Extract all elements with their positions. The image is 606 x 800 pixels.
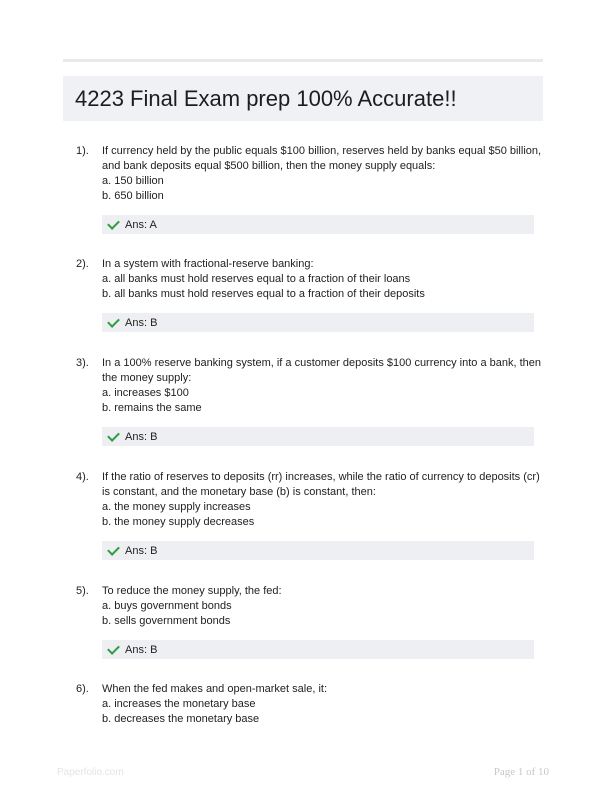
answer-text: Ans: A: [125, 218, 157, 231]
question-4: [63, 470, 543, 569]
option-a: a. buys government bonds: [102, 600, 232, 612]
question-number: 1).: [76, 145, 89, 157]
question-list: [63, 144, 543, 727]
question-line: the money supply:: [102, 372, 192, 384]
answer-box: [102, 640, 534, 659]
question-3: [63, 356, 543, 455]
question-number: 2).: [76, 258, 89, 270]
check-icon: [107, 429, 120, 442]
page-indicator: Page 1 of 10: [493, 766, 549, 778]
answer-box: [102, 313, 534, 332]
question-text: [102, 356, 543, 416]
question-text: [102, 470, 543, 530]
question-line: and bank deposits equal $500 billion, then the money supply equals:: [102, 160, 436, 172]
option-b: b. the money supply decreases: [102, 516, 255, 528]
question-number: 5).: [76, 585, 89, 597]
question-line: When the fed makes and open-market sale, it:: [102, 683, 328, 695]
answer-box: [102, 541, 534, 560]
check-icon: [107, 217, 120, 230]
option-b: b. all banks must hold reserves equal to a fraction of their deposits: [102, 288, 425, 300]
answer-text: Ans: B: [125, 544, 158, 557]
answer-text: Ans: B: [125, 430, 158, 443]
option-a: a. increases $100: [102, 387, 189, 399]
question-number: 6).: [76, 683, 89, 695]
question-line: To reduce the money supply, the fed:: [102, 585, 282, 597]
option-a: a. 150 billion: [102, 175, 164, 187]
question-1: [63, 144, 543, 242]
answer-box: [102, 427, 534, 446]
question-6: [63, 682, 543, 727]
question-text: [102, 257, 543, 302]
title-bar: [63, 76, 543, 121]
footer-watermark: Paperfolio.com: [57, 767, 124, 778]
question-text: [102, 144, 543, 204]
option-b: b. decreases the monetary base: [102, 713, 260, 725]
check-icon: [107, 543, 120, 556]
check-icon: [107, 642, 120, 655]
option-b: b. 650 billion: [102, 190, 164, 202]
option-a: a. increases the monetary base: [102, 698, 256, 710]
answer-text: Ans: B: [125, 643, 158, 656]
option-b: b. remains the same: [102, 402, 202, 414]
top-divider: [63, 59, 543, 62]
page-title: 4223 Final Exam prep 100% Accurate!!: [75, 85, 457, 111]
answer-box: [102, 215, 534, 234]
question-line: In a system with fractional-reserve banking:: [102, 258, 314, 270]
option-a: a. the money supply increases: [102, 501, 251, 513]
check-icon: [107, 315, 120, 328]
option-b: b. sells government bonds: [102, 615, 231, 627]
question-line: is constant, and the monetary base (b) is constant, then:: [102, 486, 376, 498]
question-line: In a 100% reserve banking system, if a customer deposits $100 currency into a bank, then: [102, 357, 542, 369]
option-a: a. all banks must hold reserves equal to a fraction of their loans: [102, 273, 411, 285]
question-line: If currency held by the public equals $100 billion, reserves held by banks equal $50 billion,: [102, 145, 542, 157]
question-text: [102, 584, 543, 629]
question-text: [102, 682, 543, 727]
question-number: 3).: [76, 357, 89, 369]
question-2: [63, 257, 543, 356]
question-number: 4).: [76, 471, 89, 483]
question-5: [63, 584, 543, 667]
question-line: If the ratio of reserves to deposits (rr) increases, while the ratio of currency to deposits (cr): [102, 471, 540, 483]
answer-text: Ans: B: [125, 316, 158, 329]
